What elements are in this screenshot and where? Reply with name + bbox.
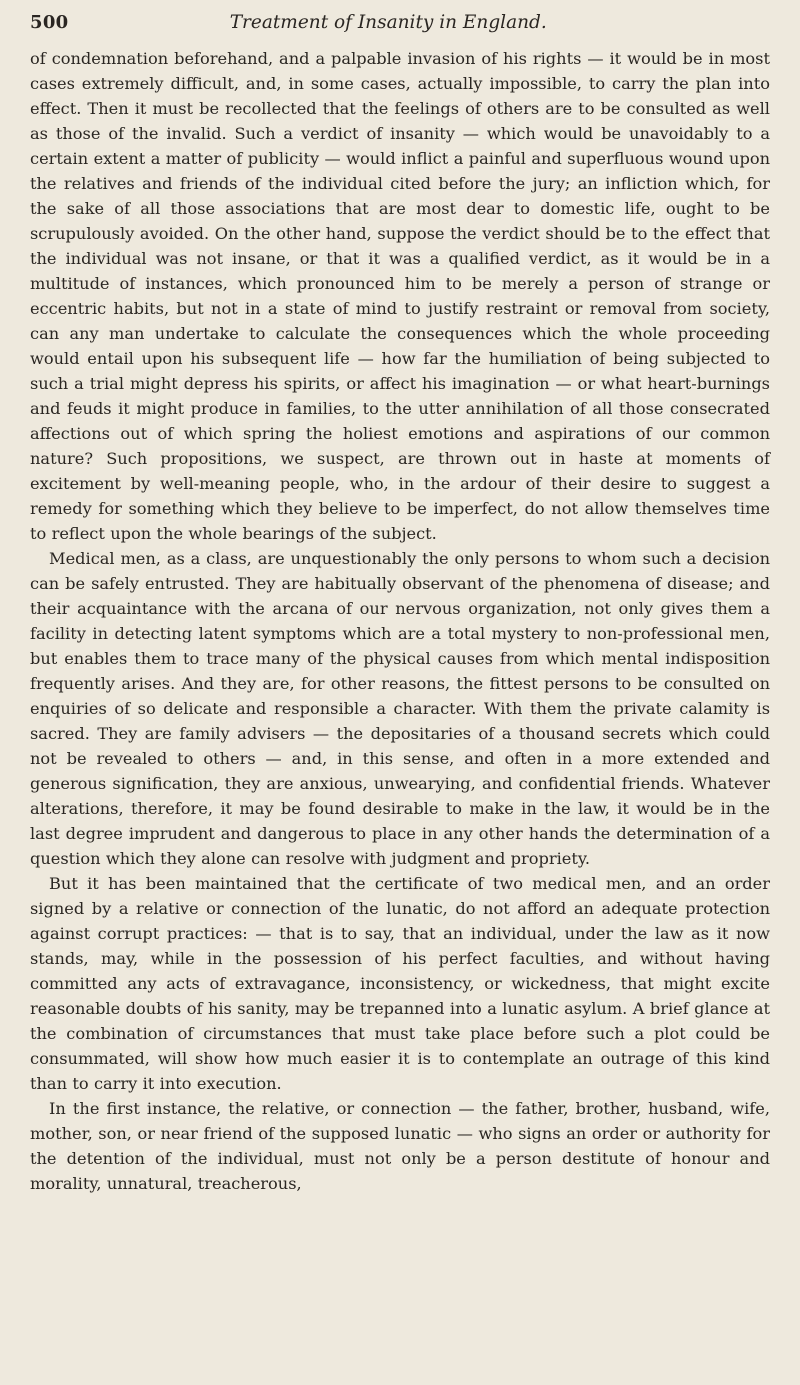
body-text — [30, 46, 770, 1196]
paragraph-certificate: But it has been maintained that the certificate of two medical men, and an order signed by a relative or connection of the lunatic, do not afford an adequate protection against corrupt practices: — that is to say, that an individual, under the law as it now stands, may, while in the possession of his perfect faculties, and without having committed any acts of extravagance, inconsistency, or wickedness, that might excite reasonable doubts of his sanity, may be trepanned into a lunatic asylum. A brief glance at the combination of circumstances that must take place before such a plot could be consummated, will show how much easier it is to contemplate an outrage of this kind than to carry it into execution. — [30, 874, 770, 1093]
running-head: Treatment of Insanity in England. — [229, 12, 547, 33]
paragraph-continuation: of condemnation beforehand, and a palpable invasion of his rights — it would be in most cases extremely difficult, and, in some cases, actually impossible, to carry the plan into effect. Then it must be recollected that the feelings of others are to be consulted as well as those of the invalid. Such a verdict of insanity — which would be unavoidably to a certain extent a matter of publicity — would inflict a painful and superfluous wound upon the relatives and friends of the individual cited before the jury; an infliction which, for the sake of all those associations that are most dear to domestic life, ought to be scrupulously avoided. On the other hand, suppose the verdict should be to the effect that the individual was not insane, or that it was a qualified verdict, as it would be in a multitude of instances, which pronounced him to be merely a person of strange or eccentric habits, but not in a state of mind to justify restraint or removal from society, can any man undertake to calculate the consequences which the whole proceeding would entail upon his subsequent life — how far the humiliation of being subjected to such a trial might depress his spirits, or affect his imagination — or what heart-burnings and feuds it might produce in families, to the utter annihilation of all those consecrated affections out of which spring the holiest emotions and aspirations of our common nature? Such propositions, we suspect, are thrown out in haste at moments of excitement by well-meaning people, who, in the ardour of their desire to suggest a remedy for something which they believe to be imperfect, do not allow themselves time to reflect upon the whole bearings of the subject. — [30, 49, 770, 543]
paragraph-first-instance: In the first instance, the relative, or connection — the father, brother, husband, wife, mother, son, or near friend of the supposed lunatic — who signs an order or authority for the detention of the individual, must not only be a person destitute of honour and morality, unnatural, treacherous, — [30, 1099, 770, 1193]
page-number: 500 — [30, 12, 69, 33]
paragraph-medical-men: Medical men, as a class, are unquestionably the only persons to whom such a decision can be safely entrusted. They are habitually observant of the phenomena of disease; and their acquaintance with the arcana of our nervous organization, not only gives them a facility in detecting latent symptoms which are a total mystery to non-professional men, but enables them to trace many of the physical causes from which mental indisposition frequently arises. And they are, for other reasons, the fittest persons to be consulted on enquiries of so delicate and responsible a character. With them the private calamity is sacred. They are family advisers — the depositaries of a thousand secrets which could not be revealed to others — and, in this sense, and often in a more extended and generous signification, they are anxious, unwearying, and confidential friends. Whatever alterations, therefore, it may be found desirable to make in the law, it would be in the last degree imprudent and dangerous to place in any other hands the determination of a question which they alone can resolve with judgment and propriety. — [30, 549, 770, 868]
page-header — [30, 6, 770, 40]
